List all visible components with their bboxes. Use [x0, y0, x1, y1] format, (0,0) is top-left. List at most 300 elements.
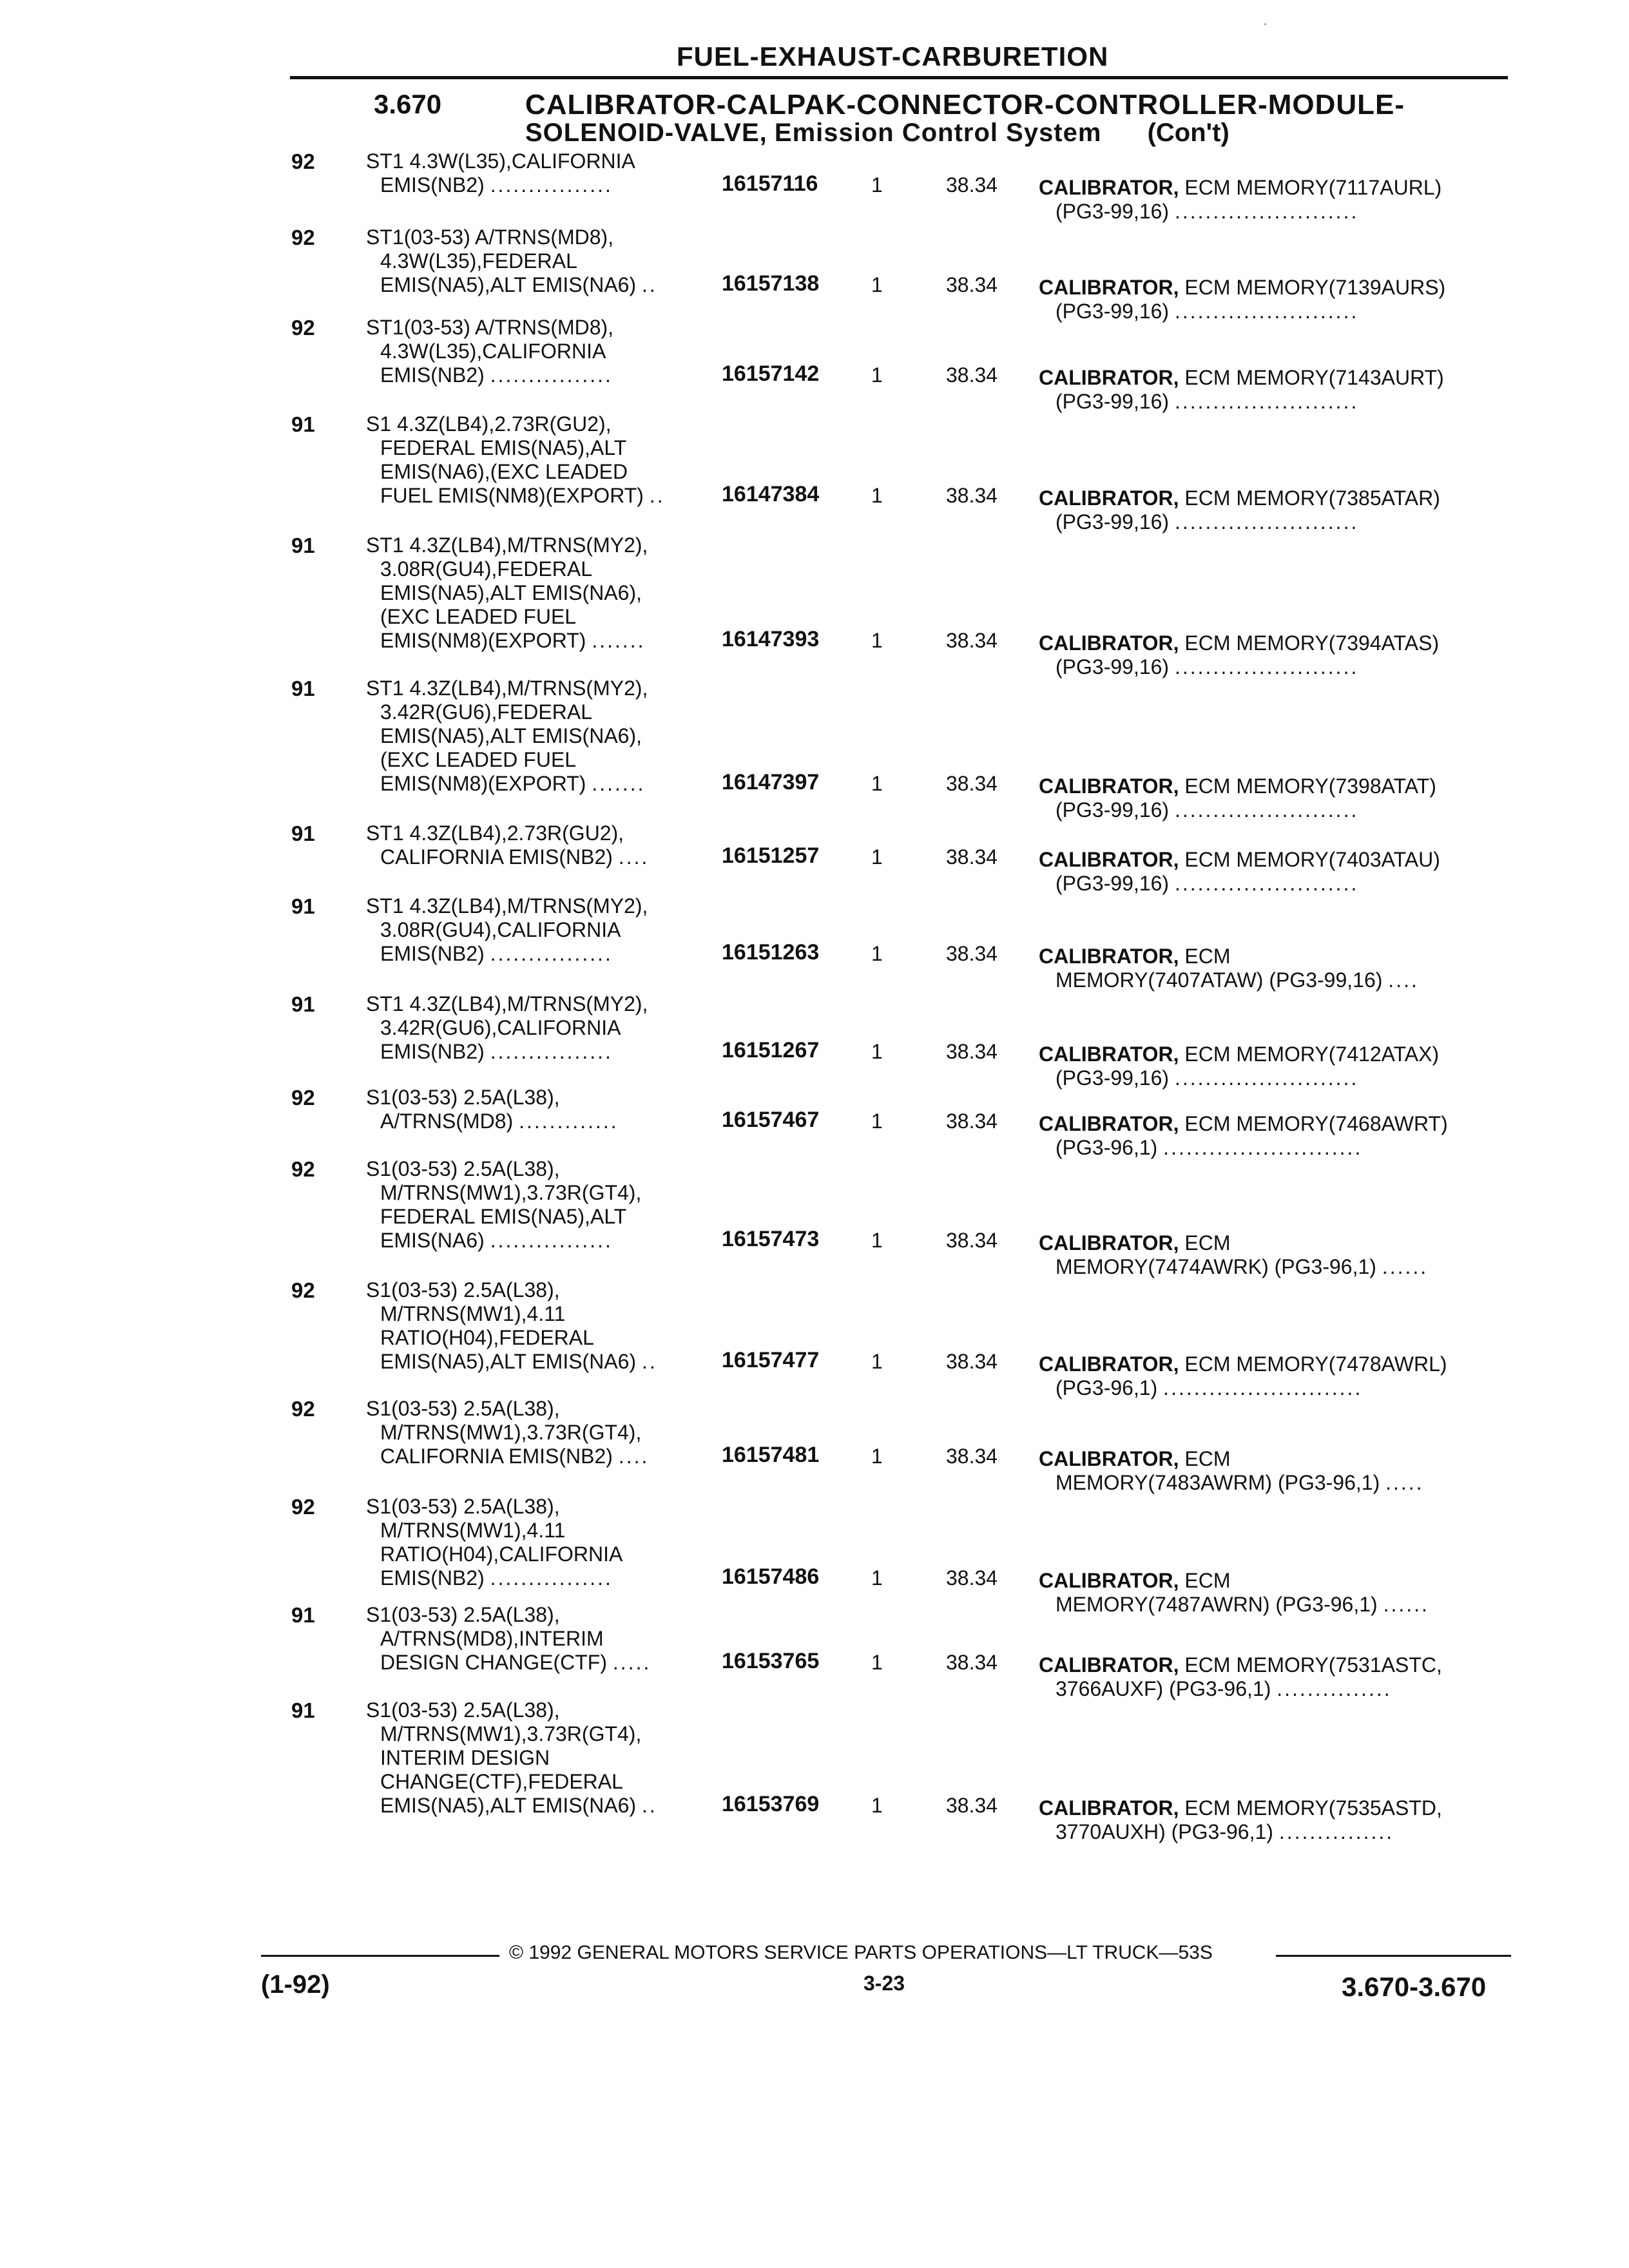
- usage-line-text: CHANGE(CTF),FEDERAL: [380, 1770, 623, 1793]
- footer-section-range: 3.670-3.670: [1342, 1972, 1487, 2002]
- part-description-line: [1039, 390, 1516, 414]
- leader-dots: ....: [1388, 968, 1419, 992]
- leader-dots: .....: [612, 1651, 651, 1674]
- part-description: [1039, 1796, 1516, 1844]
- leader-dots: ..........................: [1163, 1376, 1363, 1399]
- part-number: 16157138: [722, 271, 820, 296]
- part-description-text: (PG3-96,1): [1055, 1376, 1158, 1399]
- quantity: 1: [871, 484, 883, 507]
- part-description-text: CALIBRATOR, ECM MEMORY(7531ASTC,: [1039, 1653, 1442, 1677]
- part-description-line: [1039, 1136, 1516, 1160]
- usage-line-text: M/TRNS(MW1),3.73R(GT4),: [380, 1722, 642, 1745]
- part-description-line: [1039, 1376, 1516, 1400]
- usage-line: [366, 822, 727, 845]
- usage-line: [366, 748, 727, 772]
- leader-dots: ................: [490, 1040, 613, 1063]
- usage-line: [366, 1302, 727, 1326]
- usage-line: [366, 1278, 727, 1302]
- usage-line: [366, 1040, 727, 1064]
- part-description-text: CALIBRATOR, ECM: [1039, 1231, 1231, 1254]
- usage-line: [366, 1205, 727, 1229]
- usage-line: [366, 1651, 727, 1675]
- leader-dots: ........................: [1174, 1066, 1359, 1090]
- price: 38.34: [946, 1040, 998, 1063]
- usage-line: [366, 249, 727, 273]
- footer-rule-right: [1276, 1955, 1511, 1957]
- usage-line: [366, 436, 727, 460]
- model-year: 92: [291, 1086, 315, 1110]
- usage-line-text: (EXC LEADED FUEL: [380, 605, 577, 628]
- leader-dots: ......: [1383, 1593, 1429, 1616]
- usage-line-text: EMIS(NA5),ALT EMIS(NA6): [380, 1794, 637, 1817]
- part-description-text: (PG3-99,16): [1055, 798, 1170, 822]
- usage-line-text: 4.3W(L35),CALIFORNIA: [380, 340, 606, 363]
- section-number: 3.670: [374, 89, 442, 119]
- usage-line: [366, 1566, 727, 1590]
- usage-line-text: 4.3W(L35),FEDERAL: [380, 249, 577, 273]
- usage-line-text: M/TRNS(MW1),4.11: [380, 1302, 566, 1325]
- usage-line-text: EMIS(NA5),ALT EMIS(NA6),: [380, 581, 642, 604]
- part-description-text: 3770AUXH) (PG3-96,1): [1055, 1820, 1273, 1843]
- usage-line-text: EMIS(NB2): [380, 1040, 485, 1063]
- part-number: 16157477: [722, 1348, 820, 1372]
- usage-line-text: ST1(03-53) A/TRNS(MD8),: [366, 226, 614, 249]
- usage-line-text: ST1 4.3Z(LB4),M/TRNS(MY2),: [366, 894, 648, 918]
- model-year: 91: [291, 1698, 315, 1722]
- part-description: [1039, 774, 1516, 822]
- part-description-line: [1039, 1066, 1516, 1090]
- usage-line-text: FUEL EMIS(NM8)(EXPORT): [380, 484, 644, 507]
- footer-rule-left: [261, 1955, 499, 1957]
- quantity: 1: [871, 173, 883, 197]
- part-description-text: CALIBRATOR, ECM MEMORY(7143AURT): [1039, 366, 1444, 389]
- usage-line-text: S1(03-53) 2.5A(L38),: [366, 1698, 560, 1722]
- usage-line-text: M/TRNS(MW1),3.73R(GT4),: [380, 1181, 642, 1204]
- usage-line: [366, 1746, 727, 1770]
- part-description-line: [1039, 1820, 1516, 1844]
- usage-line: [366, 1542, 727, 1566]
- usage-line: [366, 1794, 727, 1818]
- usage-description: [366, 412, 727, 508]
- usage-description: [366, 1086, 727, 1133]
- part-description-line: [1039, 1471, 1516, 1495]
- part-description-text: CALIBRATOR, ECM MEMORY(7478AWRL): [1039, 1352, 1447, 1376]
- usage-line: [366, 1157, 727, 1181]
- price: 38.34: [946, 1566, 998, 1590]
- part-description-text: CALIBRATOR, ECM: [1039, 1569, 1231, 1592]
- part-description: [1039, 276, 1516, 323]
- part-description-line: [1039, 1569, 1516, 1593]
- usage-line: [366, 581, 727, 605]
- leader-dots: .............: [519, 1110, 619, 1133]
- part-description-text: CALIBRATOR, ECM MEMORY(7403ATAU): [1039, 848, 1440, 871]
- part-description: [1039, 1653, 1516, 1701]
- leader-dots: ........................: [1174, 872, 1359, 895]
- part-number: 16157481: [722, 1443, 820, 1467]
- model-year: 91: [291, 412, 315, 436]
- quantity: 1: [871, 363, 883, 387]
- leader-dots: ..: [642, 1350, 657, 1373]
- part-description-line: [1039, 300, 1516, 323]
- usage-description: [366, 149, 727, 197]
- price: 38.34: [946, 942, 998, 965]
- part-description-line: [1039, 968, 1516, 992]
- usage-description: [366, 677, 727, 796]
- usage-line: [366, 942, 727, 966]
- part-description-line: [1039, 1112, 1516, 1136]
- part-number: 16157142: [722, 361, 820, 386]
- usage-line-text: RATIO(H04),FEDERAL: [380, 1326, 594, 1349]
- usage-line-text: FEDERAL EMIS(NA5),ALT: [380, 1205, 627, 1228]
- part-description-line: [1039, 1352, 1516, 1376]
- part-description-text: (PG3-99,16): [1055, 872, 1170, 895]
- part-description-text: MEMORY(7474AWRK) (PG3-96,1): [1055, 1255, 1376, 1278]
- leader-dots: ................: [490, 1229, 613, 1252]
- leader-dots: ..: [642, 1794, 657, 1817]
- usage-description: [366, 992, 727, 1064]
- leader-dots: ................: [490, 173, 613, 197]
- usage-line-text: RATIO(H04),CALIFORNIA: [380, 1542, 623, 1566]
- part-description-line: [1039, 1677, 1516, 1701]
- model-year: 92: [291, 1157, 315, 1181]
- usage-line: [366, 226, 727, 249]
- usage-line: [366, 484, 727, 508]
- part-description-text: CALIBRATOR, ECM MEMORY(7139AURS): [1039, 276, 1446, 299]
- leader-dots: ...............: [1278, 1820, 1394, 1843]
- part-description-text: CALIBRATOR, ECM MEMORY(7468AWRT): [1039, 1112, 1448, 1135]
- usage-line: [366, 533, 727, 557]
- footer-page-number: 3-23: [863, 1972, 905, 1995]
- price: 38.34: [946, 772, 998, 795]
- usage-line: [366, 1627, 727, 1651]
- price: 38.34: [946, 173, 998, 197]
- continued-label: (Con't): [1147, 119, 1229, 147]
- part-description-line: [1039, 176, 1516, 200]
- price: 38.34: [946, 363, 998, 387]
- model-year: 91: [291, 822, 315, 845]
- part-description-line: [1039, 631, 1516, 655]
- part-description: [1039, 848, 1516, 896]
- usage-line: [366, 1110, 727, 1133]
- usage-line: [366, 412, 727, 436]
- price: 38.34: [946, 1350, 998, 1373]
- part-description-line: [1039, 1653, 1516, 1677]
- part-description: [1039, 366, 1516, 414]
- usage-line-text: EMIS(NB2): [380, 173, 485, 197]
- part-description-text: CALIBRATOR, ECM MEMORY(7385ATAR): [1039, 486, 1440, 510]
- quantity: 1: [871, 845, 883, 869]
- part-number: 16157116: [722, 171, 818, 196]
- quantity: 1: [871, 273, 883, 296]
- part-description-text: (PG3-99,16): [1055, 200, 1170, 223]
- part-description: [1039, 176, 1516, 224]
- section-title-bold: SOLENOID-VALVE,: [525, 119, 767, 147]
- usage-line: [366, 316, 727, 340]
- price: 38.34: [946, 1445, 998, 1468]
- part-description-line: [1039, 774, 1516, 798]
- part-description-line: [1039, 1796, 1516, 1820]
- part-description: [1039, 631, 1516, 679]
- part-description-line: [1039, 1043, 1516, 1066]
- usage-line-text: 3.42R(GU6),FEDERAL: [380, 700, 592, 724]
- model-year: 91: [291, 533, 315, 557]
- usage-line: [366, 700, 727, 724]
- footer-copyright: © 1992 GENERAL MOTORS SERVICE PARTS OPERATIONS—LT TRUCK—53S: [509, 1942, 1213, 1963]
- part-description-line: [1039, 200, 1516, 224]
- part-number: 16151267: [722, 1038, 820, 1062]
- usage-line-text: S1(03-53) 2.5A(L38),: [366, 1278, 560, 1302]
- part-number: 16153769: [722, 1792, 820, 1816]
- scan-speck: [1264, 23, 1266, 25]
- usage-line: [366, 605, 727, 629]
- usage-line-text: EMIS(NA5),ALT EMIS(NA6): [380, 273, 637, 296]
- price: 38.34: [946, 629, 998, 652]
- part-number: 16151263: [722, 940, 820, 965]
- usage-line-text: EMIS(NB2): [380, 1566, 485, 1590]
- part-number: 16151257: [722, 843, 820, 868]
- price: 38.34: [946, 845, 998, 869]
- section-title-rest: Emission Control System: [774, 119, 1102, 147]
- part-description-text: MEMORY(7487AWRN) (PG3-96,1): [1055, 1593, 1378, 1616]
- part-description-text: (PG3-99,16): [1055, 300, 1170, 323]
- usage-line-text: 3.42R(GU6),CALIFORNIA: [380, 1016, 621, 1039]
- part-number: 16157467: [722, 1108, 820, 1132]
- usage-line-text: EMIS(NB2): [380, 942, 485, 965]
- part-description: [1039, 1231, 1516, 1279]
- price: 38.34: [946, 1794, 998, 1817]
- part-description-text: (PG3-99,16): [1055, 390, 1170, 413]
- part-description-text: CALIBRATOR, ECM MEMORY(7398ATAT): [1039, 774, 1436, 798]
- part-number: 16157473: [722, 1227, 820, 1251]
- usage-description: [366, 1278, 727, 1374]
- part-description-text: CALIBRATOR, ECM MEMORY(7394ATAS): [1039, 631, 1440, 655]
- part-number: 16157486: [722, 1564, 820, 1589]
- part-description-line: [1039, 510, 1516, 534]
- usage-line: [366, 918, 727, 942]
- usage-line-text: A/TRNS(MD8): [380, 1110, 514, 1133]
- quantity: 1: [871, 1566, 883, 1590]
- usage-line: [366, 845, 727, 869]
- leader-dots: ....: [618, 1445, 650, 1468]
- usage-description: [366, 226, 727, 297]
- usage-line-text: 3.08R(GU4),FEDERAL: [380, 557, 592, 581]
- usage-description: [366, 533, 727, 653]
- usage-line: [366, 629, 727, 653]
- usage-line-text: DESIGN CHANGE(CTF): [380, 1651, 607, 1674]
- usage-line: [366, 340, 727, 363]
- usage-line-text: EMIS(NB2): [380, 363, 485, 387]
- usage-description: [366, 316, 727, 387]
- leader-dots: ........................: [1174, 300, 1359, 323]
- price: 38.34: [946, 1110, 998, 1133]
- leader-dots: ..: [642, 273, 657, 296]
- usage-line: [366, 1181, 727, 1205]
- usage-line: [366, 1086, 727, 1110]
- part-description: [1039, 945, 1516, 992]
- usage-line: [366, 992, 727, 1016]
- usage-line: [366, 1326, 727, 1350]
- part-description-line: [1039, 486, 1516, 510]
- section-title-line2: [525, 119, 1229, 148]
- usage-line: [366, 724, 727, 748]
- usage-line: [366, 1603, 727, 1627]
- part-description-line: [1039, 1231, 1516, 1255]
- usage-line: [366, 273, 727, 297]
- part-description-text: (PG3-99,16): [1055, 510, 1170, 533]
- quantity: 1: [871, 772, 883, 795]
- quantity: 1: [871, 1794, 883, 1817]
- usage-line: [366, 772, 727, 796]
- leader-dots: ........................: [1174, 655, 1359, 678]
- model-year: 92: [291, 1495, 315, 1519]
- part-description-line: [1039, 945, 1516, 968]
- usage-line: [366, 1421, 727, 1445]
- usage-line: [366, 1698, 727, 1722]
- part-description-line: [1039, 366, 1516, 390]
- model-year: 92: [291, 1278, 315, 1302]
- usage-line: [366, 1519, 727, 1542]
- price: 38.34: [946, 1229, 998, 1252]
- leader-dots: ................: [490, 1566, 613, 1590]
- quantity: 1: [871, 1445, 883, 1468]
- part-description-text: (PG3-96,1): [1055, 1136, 1158, 1159]
- section-title-line1: CALIBRATOR-CALPAK-CONNECTOR-CONTROLLER-MODULE-: [525, 89, 1405, 120]
- part-description-text: CALIBRATOR, ECM: [1039, 945, 1231, 968]
- usage-line-text: ST1 4.3Z(LB4),2.73R(GU2),: [366, 822, 624, 845]
- usage-line: [366, 1495, 727, 1519]
- usage-line-text: INTERIM DESIGN: [380, 1746, 550, 1769]
- usage-description: [366, 1157, 727, 1253]
- model-year: 92: [291, 226, 315, 249]
- model-year: 91: [291, 992, 315, 1016]
- page-title: FUEL-EXHAUST-CARBURETION: [677, 41, 1109, 72]
- usage-line-text: S1 4.3Z(LB4),2.73R(GU2),: [366, 412, 612, 436]
- usage-line-text: ST1 4.3Z(LB4),M/TRNS(MY2),: [366, 677, 648, 700]
- usage-line: [366, 1445, 727, 1468]
- usage-line-text: CALIFORNIA EMIS(NB2): [380, 845, 613, 869]
- model-year: 91: [291, 1603, 315, 1627]
- leader-dots: ................: [490, 942, 613, 965]
- part-description: [1039, 1569, 1516, 1617]
- usage-line: [366, 1350, 727, 1374]
- part-description-line: [1039, 1255, 1516, 1279]
- leader-dots: .....: [1385, 1471, 1424, 1494]
- part-description-line: [1039, 1447, 1516, 1471]
- usage-line: [366, 1722, 727, 1746]
- usage-line: [366, 363, 727, 387]
- usage-line-text: A/TRNS(MD8),INTERIM: [380, 1627, 604, 1650]
- leader-dots: ...............: [1277, 1677, 1392, 1700]
- leader-dots: ................: [490, 363, 613, 387]
- usage-line-text: S1(03-53) 2.5A(L38),: [366, 1157, 560, 1180]
- usage-line: [366, 677, 727, 700]
- leader-dots: ..: [649, 484, 665, 507]
- usage-line-text: S1(03-53) 2.5A(L38),: [366, 1495, 560, 1518]
- model-year: 92: [291, 316, 315, 340]
- usage-description: [366, 1397, 727, 1468]
- leader-dots: .......: [592, 772, 646, 795]
- usage-line-text: ST1(03-53) A/TRNS(MD8),: [366, 316, 614, 339]
- part-description-line: [1039, 1593, 1516, 1617]
- part-description-text: MEMORY(7483AWRM) (PG3-96,1): [1055, 1471, 1380, 1494]
- part-description: [1039, 1043, 1516, 1090]
- part-number: 16153765: [722, 1649, 820, 1673]
- quantity: 1: [871, 1651, 883, 1674]
- price: 38.34: [946, 273, 998, 296]
- usage-line: [366, 1229, 727, 1253]
- part-description-line: [1039, 276, 1516, 300]
- usage-line: [366, 1770, 727, 1794]
- usage-line-text: S1(03-53) 2.5A(L38),: [366, 1603, 560, 1626]
- model-year: 92: [291, 1397, 315, 1421]
- price: 38.34: [946, 1651, 998, 1674]
- usage-line: [366, 149, 727, 173]
- part-description-text: (PG3-99,16): [1055, 655, 1170, 678]
- leader-dots: ........................: [1174, 510, 1359, 533]
- usage-line-text: ST1 4.3W(L35),CALIFORNIA: [366, 149, 635, 173]
- leader-dots: ........................: [1174, 200, 1359, 223]
- usage-line-text: EMIS(NA6),(EXC LEADED: [380, 460, 628, 483]
- quantity: 1: [871, 1229, 883, 1252]
- part-description-text: (PG3-99,16): [1055, 1066, 1170, 1090]
- usage-description: [366, 1603, 727, 1675]
- quantity: 1: [871, 942, 883, 965]
- part-number: 16147397: [722, 770, 820, 794]
- part-description-line: [1039, 848, 1516, 872]
- usage-line-text: EMIS(NA5),ALT EMIS(NA6): [380, 1350, 637, 1373]
- part-description: [1039, 1447, 1516, 1495]
- leader-dots: ......: [1382, 1255, 1429, 1278]
- leader-dots: ..........................: [1163, 1136, 1363, 1159]
- part-description-text: CALIBRATOR, ECM: [1039, 1447, 1231, 1470]
- usage-description: [366, 1495, 727, 1590]
- usage-line-text: (EXC LEADED FUEL: [380, 748, 577, 771]
- part-number: 16147384: [722, 482, 820, 506]
- part-description-line: [1039, 655, 1516, 679]
- quantity: 1: [871, 1040, 883, 1063]
- quantity: 1: [871, 1110, 883, 1133]
- usage-line: [366, 1397, 727, 1421]
- part-number: 16147393: [722, 627, 820, 651]
- footer-date: (1-92): [261, 1970, 330, 1999]
- part-description-line: [1039, 798, 1516, 822]
- quantity: 1: [871, 629, 883, 652]
- usage-line-text: ST1 4.3Z(LB4),M/TRNS(MY2),: [366, 533, 648, 557]
- usage-line-text: S1(03-53) 2.5A(L38),: [366, 1397, 560, 1420]
- usage-line: [366, 557, 727, 581]
- usage-description: [366, 1698, 727, 1818]
- part-description-text: 3766AUXF) (PG3-96,1): [1055, 1677, 1271, 1700]
- leader-dots: .......: [592, 629, 646, 652]
- part-description: [1039, 1352, 1516, 1400]
- usage-line-text: EMIS(NA5),ALT EMIS(NA6),: [380, 724, 642, 747]
- usage-line-text: S1(03-53) 2.5A(L38),: [366, 1086, 560, 1109]
- leader-dots: ........................: [1174, 390, 1359, 413]
- usage-line: [366, 173, 727, 197]
- usage-line-text: M/TRNS(MW1),3.73R(GT4),: [380, 1421, 642, 1444]
- usage-description: [366, 894, 727, 966]
- model-year: 92: [291, 149, 315, 173]
- part-description: [1039, 1112, 1516, 1160]
- usage-line-text: CALIFORNIA EMIS(NB2): [380, 1445, 613, 1468]
- part-description-text: CALIBRATOR, ECM MEMORY(7535ASTD,: [1039, 1796, 1442, 1820]
- usage-line-text: EMIS(NA6): [380, 1229, 485, 1252]
- usage-line: [366, 460, 727, 484]
- usage-line-text: ST1 4.3Z(LB4),M/TRNS(MY2),: [366, 992, 648, 1015]
- part-description-text: CALIBRATOR, ECM MEMORY(7412ATAX): [1039, 1043, 1440, 1066]
- usage-line-text: 3.08R(GU4),CALIFORNIA: [380, 918, 621, 941]
- usage-description: [366, 822, 727, 869]
